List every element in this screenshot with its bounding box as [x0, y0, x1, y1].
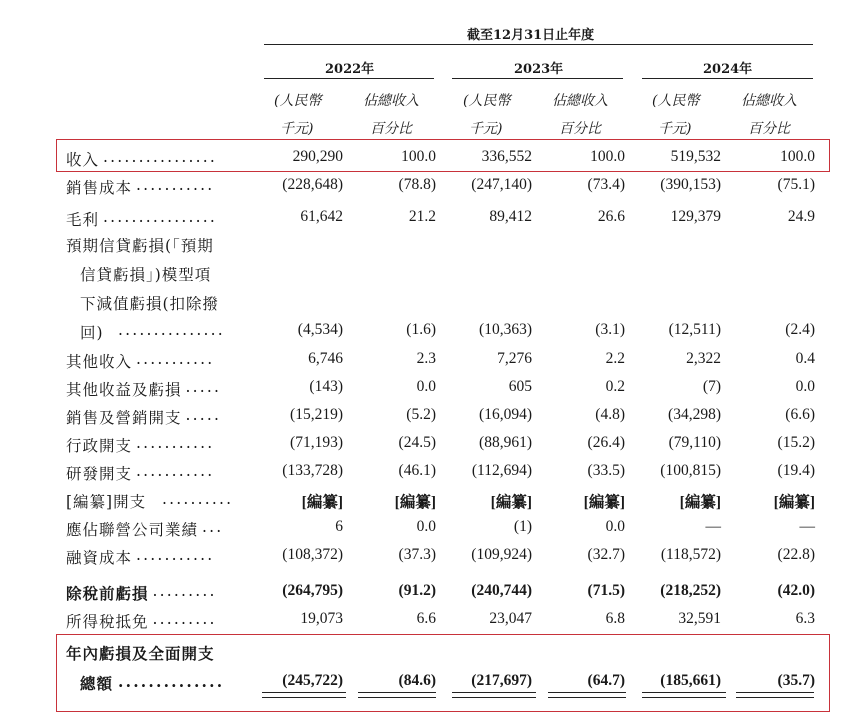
row-value: (218,252) [660, 582, 721, 599]
row-value: 0.0 [795, 378, 815, 395]
row-label: 其他收益及虧損 [66, 381, 182, 399]
row-value: (118,572) [660, 546, 721, 563]
sub-pct-2024: 佔總收入 [741, 93, 797, 109]
row-dots: .......... [162, 490, 234, 508]
row-label: 銷售及營銷開支 [66, 409, 182, 427]
row-value: [編纂] [394, 494, 436, 511]
row-value: — [705, 518, 721, 535]
row-value: [編纂] [583, 494, 625, 511]
row-label: 融資成本 [66, 549, 133, 567]
total-double-underline [452, 692, 536, 698]
row-value: 0.2 [605, 378, 625, 395]
row-dots: ..... [185, 406, 222, 424]
row-value: (3.1) [595, 321, 625, 338]
total-double-underline [736, 692, 814, 698]
row-value: (5.2) [406, 406, 436, 423]
row-value: (71,193) [290, 434, 343, 451]
row-dots: ........... [136, 434, 215, 452]
row-value: 2.3 [416, 350, 436, 367]
sub-rmb-2023: (人民幣 [463, 93, 511, 109]
row-label-line: 預期信貸虧損(「預期 [66, 237, 214, 255]
row-value: 336,552 [481, 148, 532, 165]
row-value: (12,511) [668, 321, 721, 338]
row-value: 32,591 [678, 610, 721, 627]
row-value: (84.6) [398, 672, 436, 689]
row-dots: ........... [136, 546, 215, 564]
row-value: (15,219) [290, 406, 343, 423]
row-value: 21.2 [408, 208, 436, 225]
period-title: 截至12月31日止年度 [467, 28, 595, 43]
row-value: 23,047 [489, 610, 532, 627]
row-value: (1) [513, 518, 532, 535]
row-value: [編纂] [490, 494, 532, 511]
row-value: 7,276 [497, 350, 532, 367]
row-value: 100.0 [401, 148, 436, 165]
row-value: 605 [508, 378, 532, 395]
sub-rmb-2023-2: 千元) [469, 121, 503, 137]
row-dots: ......... [152, 610, 217, 628]
row-label-line: 總額 [80, 674, 114, 693]
row-value: (24.5) [398, 434, 436, 451]
row-label-line: 年內虧損及全面開支 [66, 644, 215, 663]
row-value: 89,412 [489, 208, 532, 225]
row-value: (7) [702, 378, 721, 395]
row-value: 0.4 [795, 350, 815, 367]
sub-rmb-2022-2: 千元) [280, 121, 314, 137]
total-double-underline [642, 692, 726, 698]
row-value: (240,744) [471, 582, 532, 599]
row-value: (143) [309, 378, 343, 395]
row-value: 519,532 [670, 148, 721, 165]
row-value: (35.7) [777, 672, 815, 689]
row-label: 行政開支 [66, 437, 133, 455]
row-label: 研發開支 [66, 465, 133, 483]
year-rule-2024 [642, 78, 813, 79]
row-value: 6.8 [605, 610, 625, 627]
row-value: — [799, 518, 815, 535]
row-dots: ... [202, 518, 224, 536]
row-value: (19.4) [777, 462, 815, 479]
row-dots: ........... [136, 462, 215, 480]
year-2022: 2022年 [325, 62, 375, 77]
row-value: (73.4) [587, 176, 625, 193]
row-value: (109,924) [471, 546, 532, 563]
total-double-underline [358, 692, 436, 698]
row-value: (108,372) [282, 546, 343, 563]
row-label-line: 信貸虧損」)模型項 [80, 266, 212, 284]
year-2023: 2023年 [514, 62, 564, 77]
row-value: 2.2 [605, 350, 625, 367]
row-value: (33.5) [587, 462, 625, 479]
row-dots: ................ [103, 208, 218, 226]
row-value: (42.0) [777, 582, 815, 599]
row-value: (64.7) [587, 672, 625, 689]
row-value: (185,661) [660, 672, 721, 689]
sub-rmb-2024-2: 千元) [658, 121, 692, 137]
row-value: (390,153) [660, 176, 721, 193]
row-value: 19,073 [300, 610, 343, 627]
row-value: (2.4) [785, 321, 815, 338]
row-dots: ..... [185, 378, 222, 396]
row-value: 6,746 [308, 350, 343, 367]
row-value: 6.6 [416, 610, 436, 627]
sub-pct-2022: 佔總收入 [363, 93, 419, 109]
row-label: 除稅前虧損 [66, 584, 149, 603]
sub-pct-2023-2: 百分比 [559, 121, 601, 137]
row-value: 0.0 [416, 518, 436, 535]
row-value: 24.9 [787, 208, 815, 225]
row-value: 129,379 [670, 208, 721, 225]
year-rule-2023 [452, 78, 623, 79]
row-value: (16,094) [479, 406, 532, 423]
row-value: (78.8) [398, 176, 436, 193]
row-value: 2,322 [686, 350, 721, 367]
row-value: (264,795) [282, 582, 343, 599]
year-2024: 2024年 [703, 62, 753, 77]
sub-rmb-2024: (人民幣 [652, 93, 700, 109]
row-value: (88,961) [479, 434, 532, 451]
row-dots: .............. [118, 672, 225, 691]
row-label: 所得稅抵免 [66, 613, 149, 631]
row-value: 6.3 [795, 610, 815, 627]
row-value: (133,728) [282, 462, 343, 479]
row-value: (46.1) [398, 462, 436, 479]
row-value: (112,694) [471, 462, 532, 479]
row-value: (228,648) [282, 176, 343, 193]
row-value: (217,697) [471, 672, 532, 689]
row-value: (245,722) [282, 672, 343, 689]
row-dots: ................ [103, 148, 218, 166]
row-label: 其他收入 [66, 353, 133, 371]
sub-pct-2023: 佔總收入 [552, 93, 608, 109]
sub-rmb-2022: (人民幣 [274, 93, 322, 109]
row-label-line: 下減值虧損(扣除撥 [80, 295, 220, 313]
row-value: 100.0 [780, 148, 815, 165]
row-value: (37.3) [398, 546, 436, 563]
row-label: 收入 [66, 151, 100, 169]
sub-pct-2022-2: 百分比 [370, 121, 412, 137]
row-value: (34,298) [668, 406, 721, 423]
row-value: 0.0 [416, 378, 436, 395]
row-value: (4,534) [297, 321, 343, 338]
total-double-underline [262, 692, 346, 698]
row-value: 0.0 [605, 518, 625, 535]
row-dots: ........... [136, 176, 215, 194]
row-value: [編纂] [301, 494, 343, 511]
row-value: 6 [335, 518, 343, 535]
row-label: 毛利 [66, 211, 100, 229]
row-dots: ............... [118, 321, 225, 339]
row-label-line: 回) [80, 324, 104, 342]
row-dots: ........... [136, 350, 215, 368]
row-value: (4.8) [595, 406, 625, 423]
row-value: (100,815) [660, 462, 721, 479]
row-value: 290,290 [292, 148, 343, 165]
row-value: (79,110) [668, 434, 721, 451]
row-value: (91.2) [398, 582, 436, 599]
row-value: (22.8) [777, 546, 815, 563]
row-value: 26.6 [597, 208, 625, 225]
total-double-underline [548, 692, 626, 698]
row-value: 61,642 [300, 208, 343, 225]
row-value: (6.6) [785, 406, 815, 423]
row-value: (10,363) [479, 321, 532, 338]
row-dots: ......... [152, 582, 217, 600]
row-value: (32.7) [587, 546, 625, 563]
year-rule-2022 [264, 78, 434, 79]
period-rule [264, 44, 813, 45]
row-label: [編纂]開支 [66, 493, 147, 511]
row-value: (15.2) [777, 434, 815, 451]
row-label: 銷售成本 [66, 179, 133, 197]
row-label: 應佔聯營公司業績 [66, 521, 199, 539]
row-value: (75.1) [777, 176, 815, 193]
row-value: (71.5) [587, 582, 625, 599]
sub-pct-2024-2: 百分比 [748, 121, 790, 137]
row-value: (26.4) [587, 434, 625, 451]
row-value: (247,140) [471, 176, 532, 193]
row-value: [編纂] [679, 494, 721, 511]
row-value: 100.0 [590, 148, 625, 165]
row-value: [編纂] [773, 494, 815, 511]
row-value: (1.6) [406, 321, 436, 338]
